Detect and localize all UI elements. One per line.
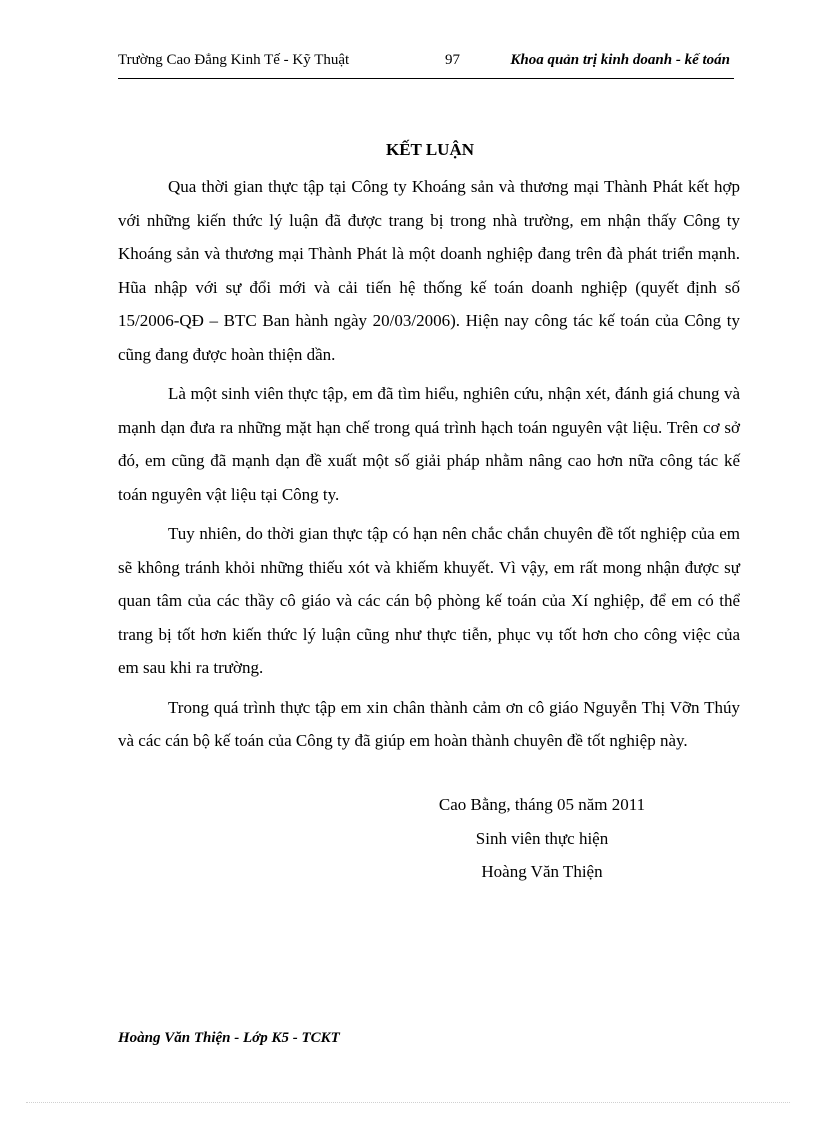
place-date: Cao Bằng, tháng 05 năm 2011 — [438, 795, 646, 814]
page-number: 97 — [445, 52, 460, 68]
page-border-divider — [26, 1102, 790, 1103]
paragraph-3: Tuy nhiên, do thời gian thực tập có hạn nên chắc chắn chuyên đề tốt nghiệp của em sẽ không tránh khỏi những thiếu xót và khiếm khuyết. Vì vậy, em rất mong nhận được sự quan tâm của các thầy cô giáo và các cán bộ phòng kế toán của Xí nghiệp, để em có thể trang bị tốt hơn kiến thức lý luận cũng như thực tiễn, phục vụ tốt hơn cho công việc của em sau khi ra trường. — [118, 524, 740, 677]
signer-role: Sinh viên thực hiện — [475, 828, 609, 848]
paragraph-2: Là một sinh viên thực tập, em đã tìm hiểu, nghiên cứu, nhận xét, đánh giá chung và mạnh dạn đưa ra những mặt hạn chế trong quá trình hạch toán nguyên vật liệu. Trên cơ sở đó, em cũng đã mạnh dạn đề xuất một số giải pháp nhằm nâng cao hơn nữa công tác kế toán nguyên vật liệu tại Công ty. — [118, 384, 740, 504]
page-title: KẾT LUẬN — [385, 140, 474, 159]
paragraph-1: Qua thời gian thực tập tại Công ty Khoáng sản và thương mại Thành Phát kết hợp với những kiến thức lý luận đã được trang bị trong nhà trường, em nhận thấy Công ty Khoáng sản và thương mại Thành Phát là một doanh nghiệp đang trên đà phát triển mạnh. Hũa nhập với sự đổi mới và cải tiến hệ thống kế toán doanh nghiệp (quyết định số 15/2006-QĐ – BTC Ban hành ngày 20/03/2006). Hiện nay công tác kế toán của Công ty cũng đang được hoàn thiện dần. — [118, 177, 740, 364]
page-footer: Hoàng Văn Thiện - Lớp K5 - TCKT — [118, 1030, 340, 1046]
body-text — [118, 170, 740, 764]
page-header — [118, 52, 734, 79]
school-name: Trường Cao Đẳng Kinh Tế - Kỹ Thuật — [118, 52, 350, 68]
signer-name: Hoàng Văn Thiện — [481, 862, 603, 881]
department-name: Khoa quản trị kinh doanh - kế toán — [510, 52, 730, 68]
signature-block — [412, 788, 672, 889]
paragraph-4: Trong quá trình thực tập em xin chân thành cảm ơn cô giáo Nguyễn Thị Vỡn Thúy và các cán bộ kế toán của Công ty đã giúp em hoàn thành chuyên đề tốt nghiệp này. — [118, 697, 740, 750]
